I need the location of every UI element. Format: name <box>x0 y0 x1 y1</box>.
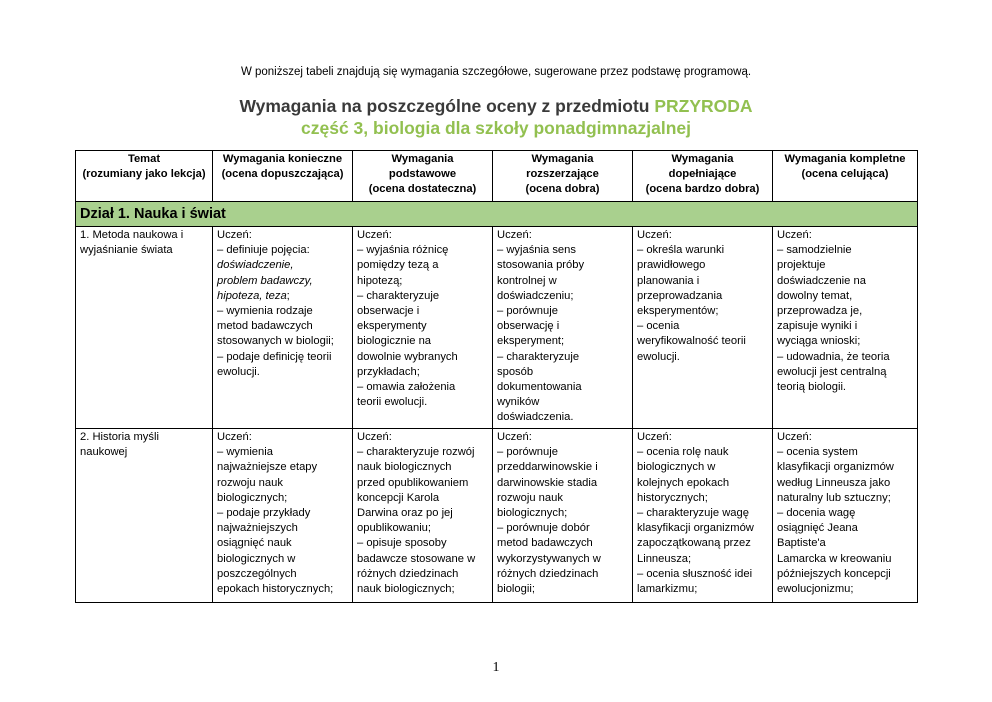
cell-line: Uczeń: <box>637 431 672 443</box>
column-header <box>633 151 773 202</box>
cell-line: Lamarcka w kreowaniu <box>777 552 892 565</box>
topic-cell <box>76 429 213 603</box>
cell-line: przeddarwinowskie i <box>497 461 598 474</box>
cell-line: – określa warunki <box>637 244 725 257</box>
page-number: 1 <box>492 660 500 675</box>
cell-line: doświadczeniu; <box>497 289 574 302</box>
header-line: (ocena dobra) <box>525 183 600 196</box>
cell-line: rozwoju nauk <box>497 491 563 504</box>
title-main: Wymagania na poszczególne oceny z przedmiotu <box>239 96 650 116</box>
cell-line: lamarkizmu; <box>637 583 698 596</box>
header-line: Wymagania <box>671 153 734 165</box>
header-line: dopełniające <box>668 168 737 181</box>
header-line: (ocena celująca) <box>801 168 889 181</box>
cell-line: planowania i <box>637 274 700 287</box>
cell-line: – podaje przykłady <box>217 507 311 520</box>
cell-line: klasyfikacji organizmów <box>637 522 754 535</box>
cell-line: Baptiste'a <box>777 537 826 550</box>
header-line: Wymagania kompletne <box>784 153 906 165</box>
cell-line: zapisuje wyniki i <box>777 320 858 333</box>
cell-line: biologii; <box>497 583 535 596</box>
cell-line: – samodzielnie <box>777 244 852 257</box>
cell-line: hipotezą; <box>357 274 403 287</box>
cell-line: historycznych; <box>637 491 708 504</box>
cell-line: weryfikowalność teorii <box>637 335 746 348</box>
cell-line: hipoteza, teza; <box>217 289 290 302</box>
cell-line: doświadczenia. <box>497 411 574 424</box>
cell-line: 1. Metoda naukowa i <box>80 229 184 241</box>
cell-line: Uczeń: <box>777 229 812 241</box>
requirement-cell <box>633 227 773 429</box>
cell-line: – opisuje sposoby <box>357 537 447 550</box>
header-line: (ocena bardzo dobra) <box>645 183 760 196</box>
topic-cell <box>76 227 213 429</box>
cell-line: epokach historycznych; <box>217 583 334 596</box>
cell-line: przeprowadza je, <box>777 305 863 318</box>
header-line: (rozumiany jako lekcja) <box>82 168 206 181</box>
cell-line: osiągnięć Jeana <box>777 522 858 535</box>
cell-line: – charakteryzuje <box>497 350 580 363</box>
cell-line: przed opublikowaniem <box>357 476 469 489</box>
cell-line: – ocenia rolę nauk <box>637 446 729 459</box>
cell-line: przykładach; <box>357 365 420 378</box>
cell-line: – wymienia rodzaje <box>217 305 313 318</box>
cell-line: 2. Historia myśli <box>80 431 159 443</box>
cell-line: Uczeń: <box>217 431 252 443</box>
cell-line: obserwacje i <box>357 305 420 318</box>
cell-line: – charakteryzuje rozwój <box>357 446 475 459</box>
requirement-cell <box>633 429 773 603</box>
cell-line: teorii ewolucji. <box>357 396 428 409</box>
intro-text: W poniższej tabeli znajdują się wymagania szczegółowe, sugerowane przez podstawę programową. <box>240 66 752 78</box>
section-title: Dział 1. Nauka i świat <box>76 202 918 227</box>
cell-line: Uczeń: <box>357 229 392 241</box>
column-header <box>213 151 353 202</box>
cell-line: badawcze stosowane w <box>357 552 476 565</box>
table-row <box>76 227 918 429</box>
cell-line: opublikowaniu; <box>357 522 432 535</box>
header-line: Wymagania konieczne <box>222 153 343 165</box>
title-subject: PRZYRODA <box>654 96 753 116</box>
cell-line: ewolucji. <box>217 365 260 378</box>
header-line: podstawowe <box>388 168 457 181</box>
cell-line: Uczeń: <box>637 229 672 241</box>
cell-line: doświadczenie na <box>777 274 866 287</box>
cell-line: stosowanych w biologii; <box>217 335 334 348</box>
cell-line: dowolny temat, <box>777 289 853 302</box>
cell-line: późniejszych koncepcji <box>777 567 891 580</box>
cell-line: – porównuje <box>497 305 558 318</box>
cell-line: wykorzystywanych w <box>497 552 601 565</box>
cell-line: osiągnięć nauk <box>217 537 292 550</box>
cell-line: biologicznych; <box>217 491 288 504</box>
cell-line: różnych dziedzinach <box>357 567 459 580</box>
cell-line: ewolucji jest centralną <box>777 365 887 378</box>
cell-line: rozwoju nauk <box>217 476 283 489</box>
cell-line: wyciąga wnioski; <box>777 335 861 348</box>
cell-line: naukowej <box>80 446 128 459</box>
cell-line: – wyjaśnia sens <box>497 244 576 257</box>
cell-line: – ocenia słuszność idei <box>637 567 753 580</box>
cell-line: metod badawczych <box>217 320 313 333</box>
cell-line: najważniejsze etapy <box>217 461 318 474</box>
cell-line: ewolucji. <box>637 350 680 363</box>
section-row <box>76 202 918 227</box>
header-line: Wymagania <box>531 153 594 165</box>
requirements-table <box>75 150 918 603</box>
cell-line: ewolucjonizmu; <box>777 583 854 596</box>
cell-line: – docenia wagę <box>777 507 856 520</box>
cell-line: – porównuje dobór <box>497 522 590 535</box>
cell-line: projektuje <box>777 259 826 272</box>
cell-line: Uczeń: <box>217 229 252 241</box>
header-line: rozszerzające <box>526 168 599 181</box>
cell-line: biologicznie na <box>357 335 432 348</box>
cell-line: nauk biologicznych; <box>357 583 455 596</box>
cell-line: – porównuje <box>497 446 558 459</box>
column-header <box>773 151 918 202</box>
cell-line: poszczególnych <box>217 567 297 580</box>
cell-line: wyników <box>497 396 540 409</box>
cell-line: Uczeń: <box>497 229 532 241</box>
cell-line: eksperyment; <box>497 335 565 348</box>
cell-line: kolejnych epokach <box>637 476 730 489</box>
cell-line: Uczeń: <box>777 431 812 443</box>
cell-line: przeprowadzania <box>637 289 723 302</box>
requirement-cell <box>213 227 353 429</box>
column-header <box>76 151 213 202</box>
requirement-cell <box>493 429 633 603</box>
cell-line: Uczeń: <box>497 431 532 443</box>
cell-line: – ocenia <box>637 320 680 333</box>
requirement-cell <box>773 227 918 429</box>
cell-line: eksperymentów; <box>637 305 719 318</box>
requirement-cell <box>773 429 918 603</box>
header-line: (ocena dostateczna) <box>368 183 477 196</box>
page-subtitle: część 3, biologia dla szkoły ponadgimnazjalnej <box>301 118 691 138</box>
cell-line: – omawia założenia <box>357 381 456 394</box>
cell-line: dokumentowania <box>497 381 582 394</box>
cell-line: teorią biologii. <box>777 381 847 394</box>
cell-line: Uczeń: <box>357 431 392 443</box>
cell-line: obserwację i <box>497 320 560 333</box>
cell-line: problem badawczy, <box>217 274 313 287</box>
cell-line: najważniejszych <box>217 522 298 535</box>
cell-line: biologicznych w <box>217 552 296 565</box>
requirement-cell <box>213 429 353 603</box>
cell-line: kontrolnej w <box>497 274 557 287</box>
cell-line: wyjaśnianie świata <box>80 244 173 257</box>
cell-line: Darwina oraz po jej <box>357 507 453 520</box>
cell-line: dowolnie wybranych <box>357 350 458 363</box>
table-header-row <box>76 151 918 202</box>
cell-line: – wyjaśnia różnicę <box>357 244 449 257</box>
cell-line: metod badawczych <box>497 537 593 550</box>
cell-line: biologicznych; <box>497 507 568 520</box>
cell-line: pomiędzy tezą a <box>357 259 439 272</box>
cell-line: nauk biologicznych <box>357 461 452 474</box>
table-row <box>76 429 918 603</box>
cell-line: – definiuje pojęcia: <box>217 244 310 257</box>
requirement-cell <box>353 429 493 603</box>
column-header <box>493 151 633 202</box>
requirement-cell <box>493 227 633 429</box>
cell-line: zapoczątkowaną przez <box>637 537 751 550</box>
cell-line: doświadczenie, <box>217 259 294 272</box>
cell-line: – udowadnia, że teoria <box>777 350 890 363</box>
cell-line: według Linneusza jako <box>777 476 891 489</box>
cell-line: biologicznych w <box>637 461 716 474</box>
cell-line: eksperymenty <box>357 320 427 333</box>
column-header <box>353 151 493 202</box>
cell-line: koncepcji Karola <box>357 491 440 504</box>
cell-line: prawidłowego <box>637 259 706 272</box>
cell-line: Linneusza; <box>637 552 692 565</box>
cell-line: stosowania próby <box>497 259 585 272</box>
header-line: (ocena dopuszczająca) <box>221 168 344 181</box>
cell-line: – ocenia system <box>777 446 858 459</box>
cell-line: klasyfikacji organizmów <box>777 461 894 474</box>
cell-line: różnych dziedzinach <box>497 567 599 580</box>
cell-line: – charakteryzuje wagę <box>637 507 749 520</box>
cell-line: – wymienia <box>217 446 273 459</box>
cell-line: – podaje definicję teorii <box>217 350 332 363</box>
cell-line: sposób <box>497 365 534 378</box>
header-line: Temat <box>127 153 161 165</box>
header-line: Wymagania <box>391 153 454 165</box>
page-title <box>0 96 992 117</box>
cell-line: darwinowskie stadia <box>497 476 598 489</box>
cell-line: – charakteryzuje <box>357 289 440 302</box>
cell-line: naturalny lub sztuczny; <box>777 491 891 504</box>
requirement-cell <box>353 227 493 429</box>
